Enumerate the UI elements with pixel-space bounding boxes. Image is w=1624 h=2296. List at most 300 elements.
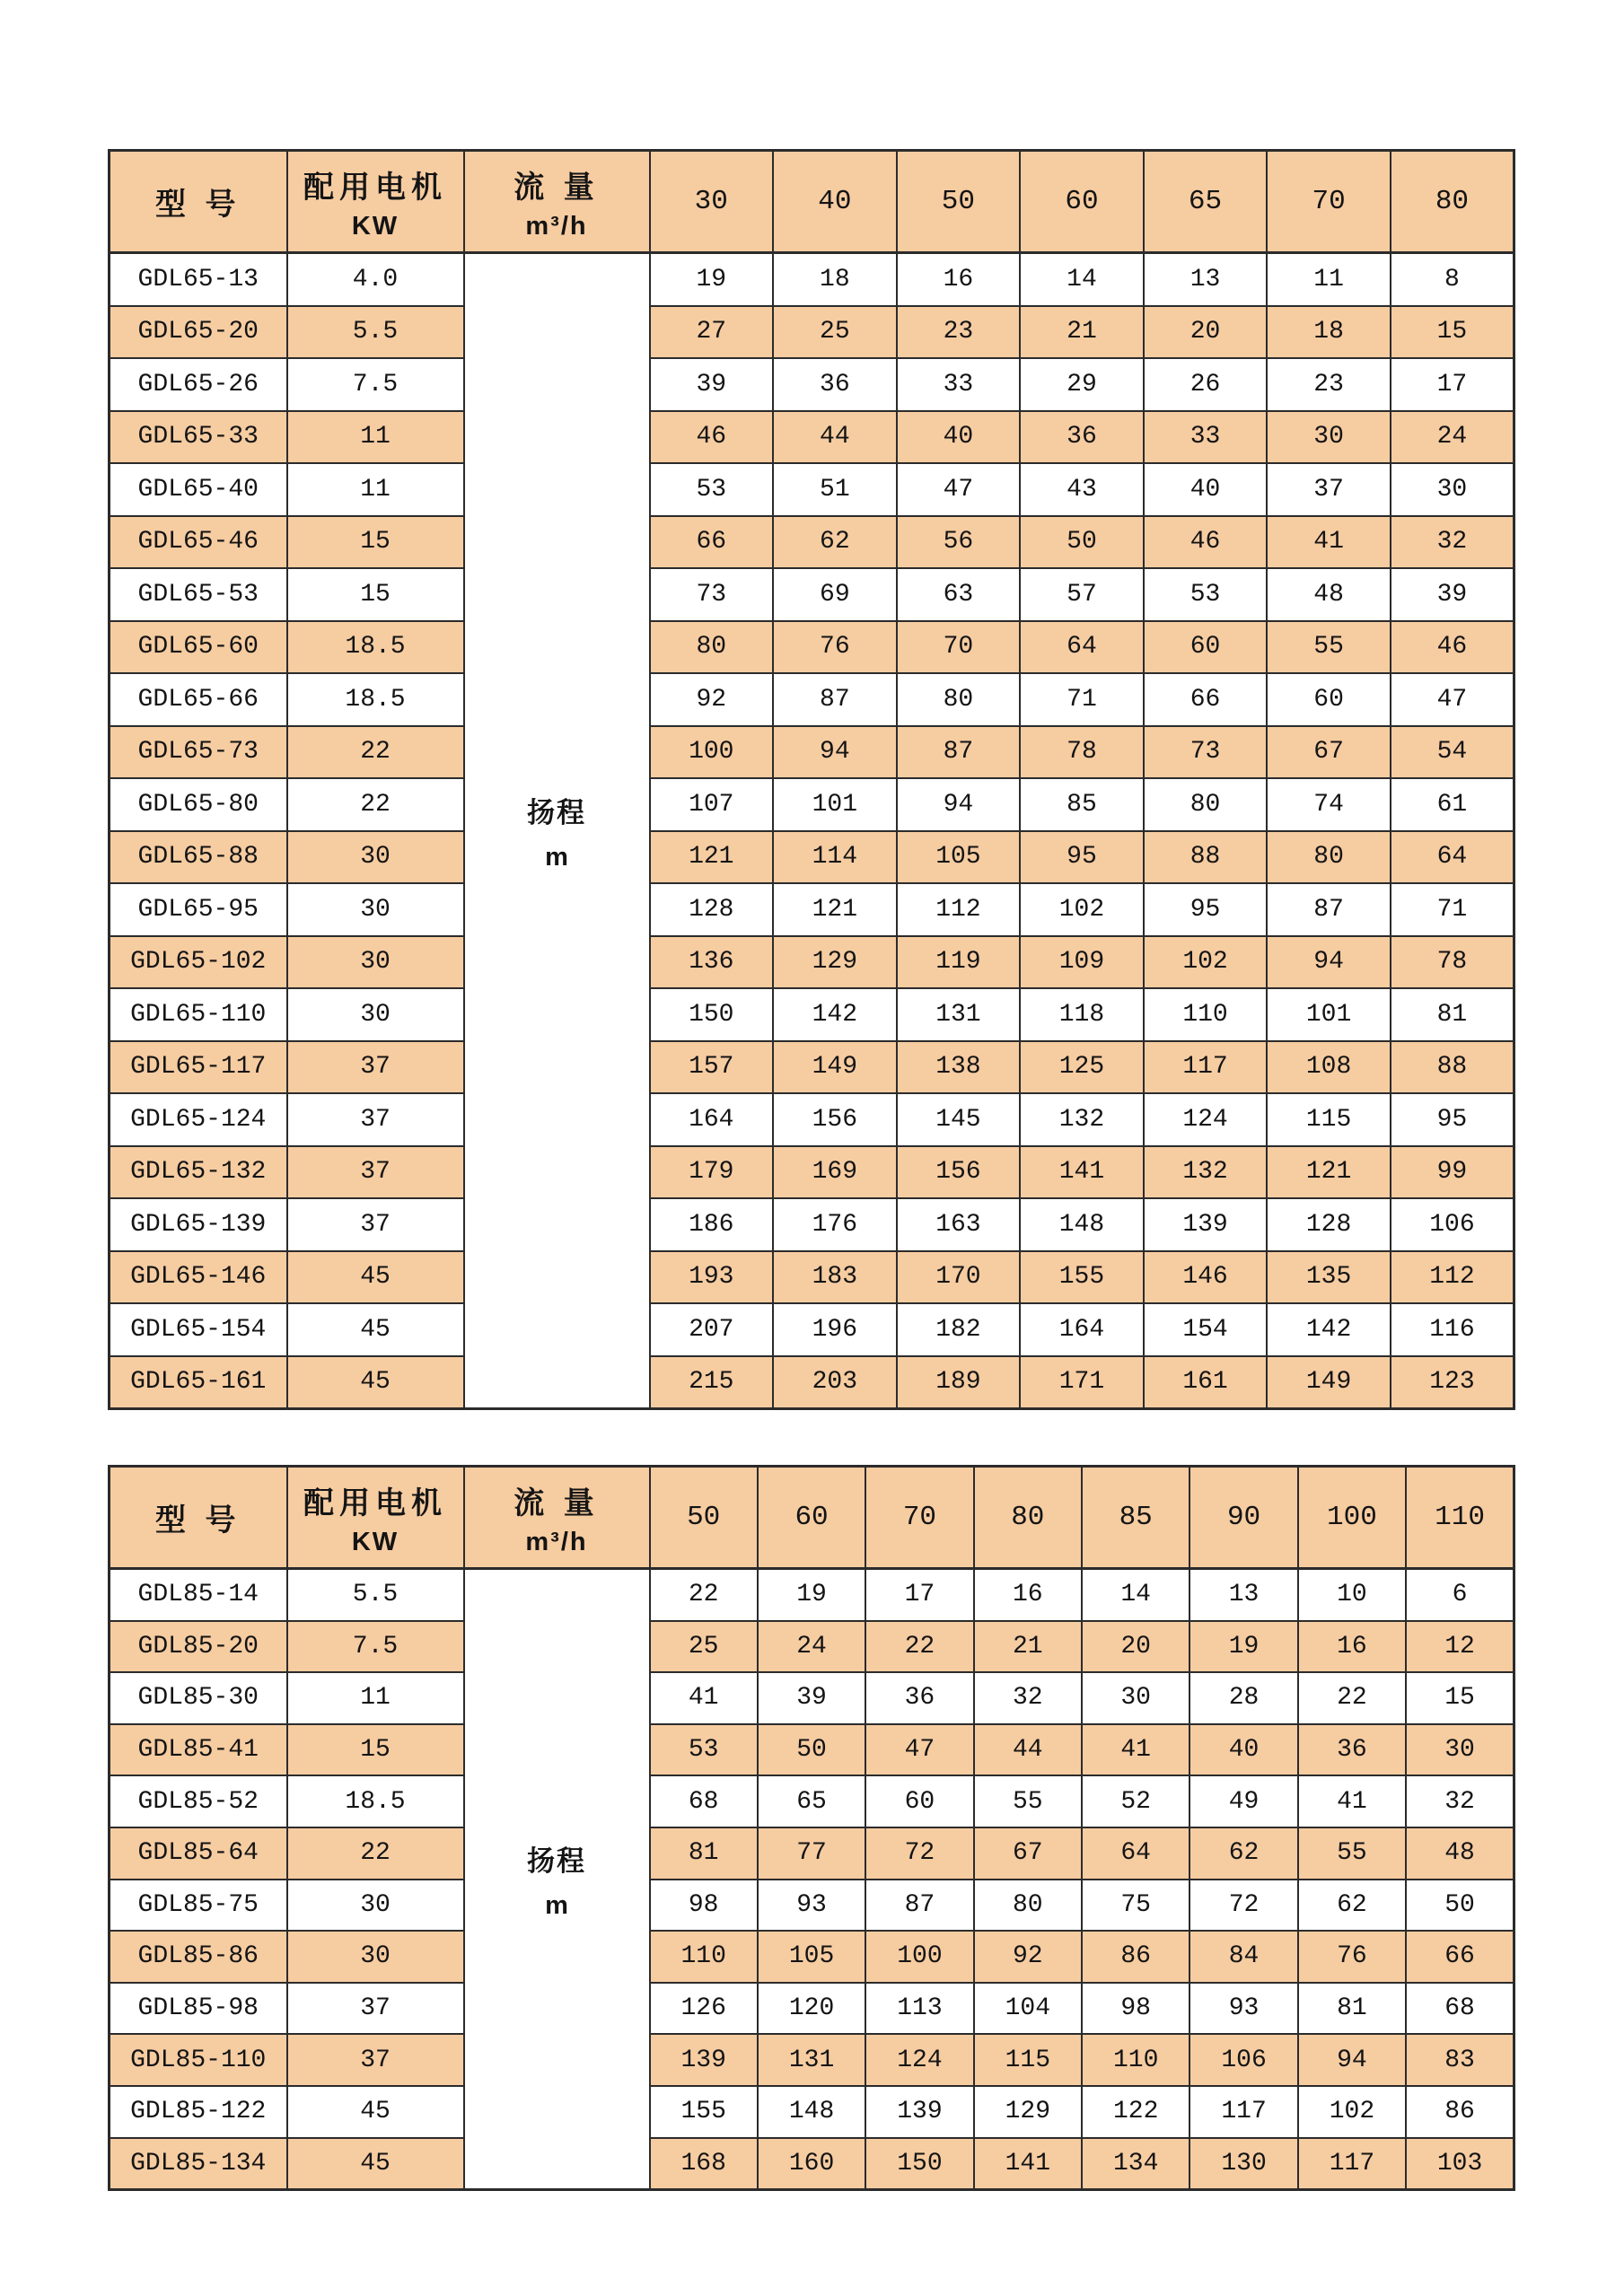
- head-value-cell: 37: [1267, 463, 1391, 516]
- head-value-cell: 14: [1082, 1569, 1189, 1621]
- table-row: [110, 1775, 1514, 1827]
- model-cell: GDL85-110: [110, 2034, 287, 2086]
- head-value-cell: 62: [1298, 1880, 1406, 1932]
- header-row: [110, 151, 1514, 253]
- head-value-cell: 39: [1391, 568, 1514, 621]
- model-cell: GDL65-146: [110, 1251, 287, 1304]
- model-cell: GDL85-41: [110, 1724, 287, 1776]
- model-cell: GDL85-52: [110, 1775, 287, 1827]
- head-value-cell: 11: [1267, 253, 1391, 306]
- head-value-cell: 87: [865, 1880, 973, 1932]
- model-cell: GDL85-75: [110, 1880, 287, 1932]
- head-value-cell: 149: [773, 1041, 897, 1094]
- table-row: [110, 1093, 1514, 1146]
- model-cell: GDL65-154: [110, 1303, 287, 1356]
- model-cell: GDL65-20: [110, 306, 287, 359]
- table-row: [110, 1569, 1514, 1621]
- head-value-cell: 44: [773, 411, 897, 464]
- head-value-cell: 156: [897, 1146, 1021, 1199]
- head-value-cell: 100: [650, 726, 774, 779]
- motor-kw-cell: 37: [287, 1198, 464, 1251]
- model-cell: GDL65-132: [110, 1146, 287, 1199]
- head-value-cell: 115: [974, 2034, 1082, 2086]
- head-value-cell: 95: [1020, 831, 1144, 884]
- head-value-cell: 88: [1391, 1041, 1514, 1094]
- model-cell: GDL85-64: [110, 1827, 287, 1880]
- head-value-cell: 112: [1391, 1251, 1514, 1304]
- head-value-cell: 8: [1391, 253, 1514, 306]
- head-value-cell: 33: [897, 358, 1021, 411]
- head-value-cell: 33: [1144, 411, 1268, 464]
- head-value-cell: 40: [1189, 1724, 1297, 1776]
- head-value-cell: 57: [1020, 568, 1144, 621]
- head-value-cell: 155: [650, 2086, 758, 2138]
- table-row: [110, 1356, 1514, 1409]
- motor-kw-cell: 11: [287, 463, 464, 516]
- motor-column-header: [287, 151, 464, 253]
- motor-kw-cell: 5.5: [287, 1569, 464, 1621]
- flow-value-column-header: 40: [773, 151, 897, 253]
- head-value-cell: 16: [897, 253, 1021, 306]
- head-value-cell: 125: [1020, 1041, 1144, 1094]
- head-value-cell: 19: [1189, 1621, 1297, 1673]
- head-value-cell: 183: [773, 1251, 897, 1304]
- head-value-cell: 80: [897, 673, 1021, 726]
- model-cell: GDL65-53: [110, 568, 287, 621]
- head-value-cell: 101: [773, 778, 897, 831]
- head-value-cell: 124: [865, 2034, 973, 2086]
- head-value-cell: 131: [897, 988, 1021, 1041]
- head-value-cell: 139: [865, 2086, 973, 2138]
- model-cell: GDL65-13: [110, 253, 287, 306]
- head-label: 扬程: [527, 1845, 586, 1877]
- table-row: [110, 1827, 1514, 1880]
- head-value-cell: 13: [1189, 1569, 1297, 1621]
- head-value-cell: 164: [1020, 1303, 1144, 1356]
- head-value-cell: 110: [1082, 2034, 1189, 2086]
- head-value-cell: 69: [773, 568, 897, 621]
- head-value-cell: 161: [1144, 1356, 1268, 1409]
- head-value-cell: 103: [1406, 2138, 1514, 2190]
- flow-label: 流 量: [514, 1485, 600, 1520]
- head-value-cell: 46: [650, 411, 774, 464]
- table-row: [110, 831, 1514, 884]
- head-value-cell: 100: [865, 1931, 973, 1983]
- head-value-cell: 56: [897, 516, 1021, 569]
- motor-kw-cell: 11: [287, 411, 464, 464]
- head-value-cell: 117: [1298, 2138, 1406, 2190]
- model-cell: GDL65-88: [110, 831, 287, 884]
- head-value-cell: 10: [1298, 1569, 1406, 1621]
- model-cell: GDL85-86: [110, 1931, 287, 1983]
- head-value-cell: 50: [1020, 516, 1144, 569]
- head-value-cell: 84: [1189, 1931, 1297, 1983]
- head-value-cell: 30: [1406, 1724, 1514, 1776]
- motor-kw-cell: 15: [287, 568, 464, 621]
- model-cell: GDL65-124: [110, 1093, 287, 1146]
- head-value-cell: 105: [897, 831, 1021, 884]
- flow-value-column-header: 70: [1267, 151, 1391, 253]
- head-value-cell: 55: [1267, 621, 1391, 674]
- head-value-cell: 93: [758, 1880, 865, 1932]
- head-value-cell: 55: [1298, 1827, 1406, 1880]
- head-value-cell: 41: [1298, 1775, 1406, 1827]
- head-value-cell: 64: [1391, 831, 1514, 884]
- head-value-cell: 52: [1082, 1775, 1189, 1827]
- head-value-cell: 65: [758, 1775, 865, 1827]
- head-value-cell: 81: [1298, 1983, 1406, 2035]
- table-row: [110, 568, 1514, 621]
- head-value-cell: 85: [1020, 778, 1144, 831]
- head-value-cell: 64: [1082, 1827, 1189, 1880]
- motor-kw-cell: 30: [287, 936, 464, 989]
- table-row: [110, 1672, 1514, 1724]
- model-cell: GDL65-161: [110, 1356, 287, 1409]
- head-value-cell: 102: [1298, 2086, 1406, 2138]
- head-value-cell: 41: [1267, 516, 1391, 569]
- table-row: [110, 358, 1514, 411]
- head-value-cell: 22: [865, 1621, 973, 1673]
- flow-column-header: [464, 151, 650, 253]
- table-row: [110, 516, 1514, 569]
- motor-kw-cell: 15: [287, 516, 464, 569]
- motor-kw-cell: 37: [287, 1983, 464, 2035]
- head-value-cell: 77: [758, 1827, 865, 1880]
- head-value-cell: 203: [773, 1356, 897, 1409]
- head-value-cell: 149: [1267, 1356, 1391, 1409]
- head-value-cell: 36: [1020, 411, 1144, 464]
- head-value-cell: 119: [897, 936, 1021, 989]
- head-value-cell: 163: [897, 1198, 1021, 1251]
- motor-kw-cell: 45: [287, 1303, 464, 1356]
- table-row: [110, 2086, 1514, 2138]
- head-value-cell: 121: [650, 831, 774, 884]
- motor-kw-cell: 45: [287, 2138, 464, 2190]
- head-value-cell: 118: [1020, 988, 1144, 1041]
- flow-value-column-header: 80: [974, 1467, 1082, 1569]
- head-value-cell: 50: [758, 1724, 865, 1776]
- head-value-cell: 128: [650, 883, 774, 936]
- head-value-cell: 53: [650, 463, 774, 516]
- head-value-cell: 75: [1082, 1880, 1189, 1932]
- head-value-cell: 169: [773, 1146, 897, 1199]
- head-value-cell: 80: [974, 1880, 1082, 1932]
- head-value-cell: 48: [1406, 1827, 1514, 1880]
- head-value-cell: 68: [650, 1775, 758, 1827]
- head-value-cell: 101: [1267, 988, 1391, 1041]
- head-value-cell: 68: [1406, 1983, 1514, 2035]
- head-value-cell: 54: [1391, 726, 1514, 779]
- head-value-cell: 49: [1189, 1775, 1297, 1827]
- model-cell: GDL65-66: [110, 673, 287, 726]
- head-value-cell: 67: [1267, 726, 1391, 779]
- head-value-cell: 48: [1267, 568, 1391, 621]
- model-cell: GDL85-30: [110, 1672, 287, 1724]
- motor-kw-cell: 22: [287, 726, 464, 779]
- gdl85-table: [108, 1465, 1515, 2191]
- motor-kw-cell: 45: [287, 2086, 464, 2138]
- head-value-cell: 72: [865, 1827, 973, 1880]
- head-value-cell: 19: [758, 1569, 865, 1621]
- head-value-cell: 62: [1189, 1827, 1297, 1880]
- model-cell: GDL85-122: [110, 2086, 287, 2138]
- head-value-cell: 106: [1189, 2034, 1297, 2086]
- head-value-cell: 15: [1391, 306, 1514, 359]
- head-value-cell: 63: [897, 568, 1021, 621]
- table-row: [110, 1724, 1514, 1776]
- head-value-cell: 123: [1391, 1356, 1514, 1409]
- head-value-cell: 99: [1391, 1146, 1514, 1199]
- head-value-cell: 25: [773, 306, 897, 359]
- head-value-cell: 95: [1144, 883, 1268, 936]
- head-value-cell: 55: [974, 1775, 1082, 1827]
- head-value-cell: 139: [1144, 1198, 1268, 1251]
- table-row: [110, 2034, 1514, 2086]
- head-value-cell: 47: [865, 1724, 973, 1776]
- head-value-cell: 129: [974, 2086, 1082, 2138]
- head-value-cell: 146: [1144, 1251, 1268, 1304]
- table-row: [110, 1931, 1514, 1983]
- motor-unit-label: KW: [351, 211, 399, 241]
- head-value-cell: 106: [1391, 1198, 1514, 1251]
- head-value-cell: 71: [1020, 673, 1144, 726]
- gdl65-table: [108, 149, 1515, 1410]
- gdl85-table-body: [110, 1569, 1514, 2190]
- head-value-cell: 132: [1020, 1093, 1144, 1146]
- head-value-cell: 17: [1391, 358, 1514, 411]
- table-row: [110, 1251, 1514, 1304]
- model-cell: GDL65-95: [110, 883, 287, 936]
- motor-label: 配用电机: [303, 170, 447, 205]
- head-value-cell: 23: [897, 306, 1021, 359]
- gdl65-table-body: [110, 253, 1514, 1409]
- motor-kw-cell: 5.5: [287, 306, 464, 359]
- head-value-cell: 120: [758, 1983, 865, 2035]
- table-row: [110, 726, 1514, 779]
- head-value-cell: 98: [650, 1880, 758, 1932]
- head-value-cell: 121: [773, 883, 897, 936]
- head-value-cell: 17: [865, 1569, 973, 1621]
- head-value-cell: 47: [897, 463, 1021, 516]
- head-value-cell: 160: [758, 2138, 865, 2190]
- table-row: [110, 621, 1514, 674]
- head-value-cell: 16: [1298, 1621, 1406, 1673]
- flow-value-column-header: 90: [1189, 1467, 1297, 1569]
- head-value-cell: 30: [1391, 463, 1514, 516]
- motor-kw-cell: 30: [287, 831, 464, 884]
- head-value-cell: 179: [650, 1146, 774, 1199]
- table-row: [110, 253, 1514, 306]
- head-value-cell: 76: [773, 621, 897, 674]
- head-value-cell: 171: [1020, 1356, 1144, 1409]
- head-value-cell: 86: [1406, 2086, 1514, 2138]
- table-row: [110, 936, 1514, 989]
- head-value-cell: 92: [650, 673, 774, 726]
- head-value-cell: 95: [1391, 1093, 1514, 1146]
- head-value-cell: 44: [974, 1724, 1082, 1776]
- head-value-cell: 112: [897, 883, 1021, 936]
- head-value-cell: 121: [1267, 1146, 1391, 1199]
- head-value-cell: 72: [1189, 1880, 1297, 1932]
- head-value-cell: 21: [974, 1621, 1082, 1673]
- motor-kw-cell: 22: [287, 778, 464, 831]
- table-row: [110, 463, 1514, 516]
- model-cell: GDL65-80: [110, 778, 287, 831]
- head-value-cell: 32: [1406, 1775, 1514, 1827]
- head-value-cell: 20: [1082, 1621, 1189, 1673]
- head-value-cell: 53: [1144, 568, 1268, 621]
- head-value-cell: 94: [1267, 936, 1391, 989]
- model-cell: GDL85-98: [110, 1983, 287, 2035]
- head-value-cell: 47: [1391, 673, 1514, 726]
- table-row: [110, 673, 1514, 726]
- head-value-cell: 145: [897, 1093, 1021, 1146]
- head-value-cell: 39: [758, 1672, 865, 1724]
- head-value-cell: 39: [650, 358, 774, 411]
- motor-kw-cell: 7.5: [287, 358, 464, 411]
- head-value-cell: 157: [650, 1041, 774, 1094]
- head-value-cell: 128: [1267, 1198, 1391, 1251]
- head-value-cell: 36: [773, 358, 897, 411]
- head-value-cell: 110: [1144, 988, 1268, 1041]
- head-value-cell: 154: [1144, 1303, 1268, 1356]
- motor-kw-cell: 18.5: [287, 673, 464, 726]
- head-merged-cell: [464, 1569, 650, 2190]
- head-value-cell: 60: [865, 1775, 973, 1827]
- table-row: [110, 1621, 1514, 1673]
- flow-value-column-header: 100: [1298, 1467, 1406, 1569]
- head-value-cell: 66: [1406, 1931, 1514, 1983]
- head-value-cell: 62: [773, 516, 897, 569]
- head-value-cell: 150: [865, 2138, 973, 2190]
- motor-kw-cell: 30: [287, 988, 464, 1041]
- flow-value-column-header: 50: [650, 1467, 758, 1569]
- head-value-cell: 60: [1144, 621, 1268, 674]
- head-value-cell: 88: [1144, 831, 1268, 884]
- motor-kw-cell: 37: [287, 2034, 464, 2086]
- model-cell: GDL85-20: [110, 1621, 287, 1673]
- head-value-cell: 81: [650, 1827, 758, 1880]
- head-value-cell: 130: [1189, 2138, 1297, 2190]
- head-value-cell: 29: [1020, 358, 1144, 411]
- table-row: [110, 1983, 1514, 2035]
- head-value-cell: 115: [1267, 1093, 1391, 1146]
- header-row: [110, 1467, 1514, 1569]
- head-value-cell: 19: [650, 253, 774, 306]
- table-row: [110, 883, 1514, 936]
- table-row: [110, 411, 1514, 464]
- head-value-cell: 30: [1082, 1672, 1189, 1724]
- head-value-cell: 71: [1391, 883, 1514, 936]
- head-value-cell: 36: [1298, 1724, 1406, 1776]
- flow-value-column-header: 60: [758, 1467, 865, 1569]
- head-value-cell: 150: [650, 988, 774, 1041]
- head-value-cell: 73: [1144, 726, 1268, 779]
- flow-column-header: [464, 1467, 650, 1569]
- head-value-cell: 134: [1082, 2138, 1189, 2190]
- head-value-cell: 32: [1391, 516, 1514, 569]
- flow-value-column-header: 110: [1406, 1467, 1514, 1569]
- head-value-cell: 168: [650, 2138, 758, 2190]
- flow-value-column-header: 65: [1144, 151, 1268, 253]
- head-value-cell: 70: [897, 621, 1021, 674]
- head-value-cell: 23: [1267, 358, 1391, 411]
- motor-unit-label: KW: [351, 1527, 399, 1556]
- head-value-cell: 83: [1406, 2034, 1514, 2086]
- head-value-cell: 22: [650, 1569, 758, 1621]
- head-value-cell: 46: [1144, 516, 1268, 569]
- head-unit-label: m: [545, 1890, 568, 1920]
- motor-kw-cell: 37: [287, 1093, 464, 1146]
- head-value-cell: 215: [650, 1356, 774, 1409]
- head-merged-cell: [464, 253, 650, 1409]
- motor-kw-cell: 30: [287, 883, 464, 936]
- head-value-cell: 117: [1189, 2086, 1297, 2138]
- head-value-cell: 53: [650, 1724, 758, 1776]
- head-value-cell: 18: [1267, 306, 1391, 359]
- head-value-cell: 141: [1020, 1146, 1144, 1199]
- model-cell: GDL65-40: [110, 463, 287, 516]
- head-value-cell: 94: [1298, 2034, 1406, 2086]
- head-value-cell: 93: [1189, 1983, 1297, 2035]
- head-value-cell: 104: [974, 1983, 1082, 2035]
- head-value-cell: 15: [1406, 1672, 1514, 1724]
- flow-value-column-header: 60: [1020, 151, 1144, 253]
- table-row: [110, 778, 1514, 831]
- model-cell: GDL65-110: [110, 988, 287, 1041]
- motor-label: 配用电机: [303, 1485, 447, 1520]
- head-label: 扬程: [527, 796, 586, 828]
- head-value-cell: 50: [1406, 1880, 1514, 1932]
- head-value-cell: 207: [650, 1303, 774, 1356]
- head-value-cell: 176: [773, 1198, 897, 1251]
- motor-kw-cell: 18.5: [287, 621, 464, 674]
- table-row: [110, 988, 1514, 1041]
- head-value-cell: 139: [650, 2034, 758, 2086]
- head-value-cell: 87: [897, 726, 1021, 779]
- head-value-cell: 20: [1144, 306, 1268, 359]
- motor-kw-cell: 37: [287, 1146, 464, 1199]
- head-value-cell: 186: [650, 1198, 774, 1251]
- head-value-cell: 80: [1267, 831, 1391, 884]
- head-value-cell: 73: [650, 568, 774, 621]
- head-value-cell: 28: [1189, 1672, 1297, 1724]
- head-value-cell: 148: [758, 2086, 865, 2138]
- head-value-cell: 86: [1082, 1931, 1189, 1983]
- head-value-cell: 51: [773, 463, 897, 516]
- head-value-cell: 170: [897, 1251, 1021, 1304]
- head-value-cell: 193: [650, 1251, 774, 1304]
- head-value-cell: 113: [865, 1983, 973, 2035]
- model-cell: GDL65-60: [110, 621, 287, 674]
- head-value-cell: 87: [1267, 883, 1391, 936]
- head-value-cell: 27: [650, 306, 774, 359]
- head-value-cell: 138: [897, 1041, 1021, 1094]
- head-value-cell: 41: [1082, 1724, 1189, 1776]
- head-value-cell: 102: [1020, 883, 1144, 936]
- head-value-cell: 142: [1267, 1303, 1391, 1356]
- head-value-cell: 6: [1406, 1569, 1514, 1621]
- head-value-cell: 182: [897, 1303, 1021, 1356]
- head-value-cell: 66: [650, 516, 774, 569]
- motor-kw-cell: 7.5: [287, 1621, 464, 1673]
- head-value-cell: 107: [650, 778, 774, 831]
- motor-column-header: [287, 1467, 464, 1569]
- flow-unit-label: m³/h: [525, 211, 588, 241]
- head-value-cell: 67: [974, 1827, 1082, 1880]
- motor-kw-cell: 18.5: [287, 1775, 464, 1827]
- model-cell: GDL65-33: [110, 411, 287, 464]
